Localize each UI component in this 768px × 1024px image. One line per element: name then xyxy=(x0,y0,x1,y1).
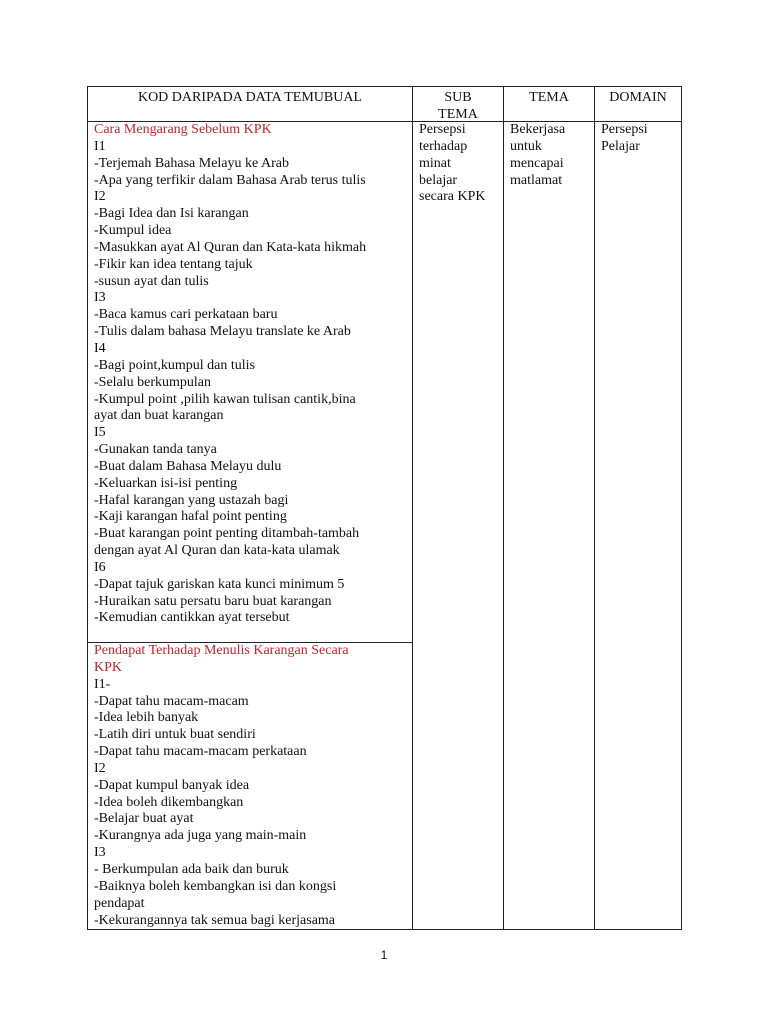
header-tema: TEMA xyxy=(529,90,569,105)
tema-line: matlamat xyxy=(510,172,563,188)
subtema-cell xyxy=(419,122,485,206)
subtema-line: secara KPK xyxy=(419,189,486,205)
tema-line: Bekerjasa xyxy=(510,122,566,137)
table-right-border xyxy=(681,86,682,930)
section1-line: I5 xyxy=(94,425,106,441)
subtema-line: minat xyxy=(419,155,451,171)
table-left-border xyxy=(87,86,88,930)
section1-line: ayat dan buat karangan xyxy=(94,408,224,424)
section2-line: -Idea boleh dikembangkan xyxy=(94,794,244,810)
section1-line: -Terjemah Bahasa Melayu ke Arab xyxy=(94,155,289,171)
domain-line: Pelajar xyxy=(601,138,640,154)
section2-line: -Kekurangannya tak semua bagi kerjasama xyxy=(94,912,336,928)
page-number: 1 xyxy=(380,948,388,962)
section1-line: -Kemudian cantikkan ayat tersebut xyxy=(94,610,290,626)
section2-line: -Dapat kumpul banyak idea xyxy=(94,777,250,793)
column-divider-2 xyxy=(503,86,504,930)
section2-line: -Kurangnya ada juga yang main-main xyxy=(94,828,307,844)
section2-heading-line1: Pendapat Terhadap Menulis Karangan Secara xyxy=(94,643,349,658)
header-subtema-line1: SUB xyxy=(444,90,472,105)
section2-line: pendapat xyxy=(94,895,145,911)
section1-line: -Tulis dalam bahasa Melayu translate ke Arab xyxy=(94,324,351,340)
section1-line: -Buat dalam Bahasa Melayu dulu xyxy=(94,458,282,474)
domain-cell xyxy=(601,122,648,156)
section2-line: -Idea lebih banyak xyxy=(94,710,199,726)
tema-cell xyxy=(510,122,565,189)
section1-line: -Kumpul idea xyxy=(94,223,172,239)
section2-line: -Dapat tahu macam-macam xyxy=(94,693,249,709)
section1-line: -Kaji karangan hafal point penting xyxy=(94,509,287,525)
section2-line: -Baiknya boleh kembangkan isi dan kongsi xyxy=(94,878,337,894)
section1-line: -susun ayat dan tulis xyxy=(94,273,209,289)
section2-heading-line2: KPK xyxy=(94,659,123,675)
section2-line: -Dapat tahu macam-macam perkataan xyxy=(94,744,307,760)
table-top-border xyxy=(87,86,682,87)
section2-block xyxy=(94,643,349,929)
section1-line: -Selalu berkumpulan xyxy=(94,374,212,390)
header-subtema xyxy=(413,89,503,123)
column-divider-3 xyxy=(594,86,595,930)
section1-line: I4 xyxy=(94,340,106,356)
tema-line: mencapai xyxy=(510,155,564,171)
subtema-line: terhadap xyxy=(419,138,468,154)
section1-line: dengan ayat Al Quran dan kata-kata ulamak xyxy=(94,543,340,559)
column-divider-1 xyxy=(412,86,413,930)
section1-line: -Huraikan satu persatu baru buat karangan xyxy=(94,593,332,609)
section1-line: I6 xyxy=(94,559,106,575)
header-domain: DOMAIN xyxy=(609,90,667,105)
section1-line: -Dapat tajuk gariskan kata kunci minimum 5 xyxy=(94,576,345,592)
subtema-line: belajar xyxy=(419,172,458,188)
header-kod: KOD DARIPADA DATA TEMUBUAL xyxy=(137,90,363,105)
section1-line: -Kumpul point ,pilih kawan tulisan cantik,bina xyxy=(94,391,356,407)
section2-line: -Belajar buat ayat xyxy=(94,811,194,827)
section1-line: -Gunakan tanda tanya xyxy=(94,442,217,458)
section1-heading: Cara Mengarang Sebelum KPK xyxy=(94,122,272,137)
section1-line: -Baca kamus cari perkataan baru xyxy=(94,307,278,323)
domain-line: Persepsi xyxy=(601,122,648,137)
section1-line: -Buat karangan point penting ditambah-tambah xyxy=(94,526,360,542)
subtema-line: Persepsi xyxy=(419,122,466,137)
section1-line: -Bagi point,kumpul dan tulis xyxy=(94,357,255,373)
section1-line: -Apa yang terfikir dalam Bahasa Arab terus tulis xyxy=(94,172,366,188)
section2-line: I3 xyxy=(94,845,106,861)
section1-line: I2 xyxy=(94,189,106,205)
section1-line: I1 xyxy=(94,138,106,154)
section1-line: -Keluarkan isi-isi penting xyxy=(94,475,238,491)
section1-line: I3 xyxy=(94,290,106,306)
section2-line: -Latih diri untuk buat sendiri xyxy=(94,727,256,743)
section2-line: I2 xyxy=(94,760,106,776)
tema-line: untuk xyxy=(510,138,542,154)
section1-line: -Masukkan ayat Al Quran dan Kata-kata hikmah xyxy=(94,239,367,255)
section1-block xyxy=(94,122,366,627)
section1-line: -Bagi Idea dan Isi karangan xyxy=(94,206,249,222)
section1-line: -Hafal karangan yang ustazah bagi xyxy=(94,492,289,508)
section2-line: - Berkumpulan ada baik dan buruk xyxy=(94,861,289,877)
section2-line: I1- xyxy=(94,676,111,692)
section1-line: -Fikir kan idea tentang tajuk xyxy=(94,256,253,272)
header-subtema-line2: TEMA xyxy=(438,107,478,122)
